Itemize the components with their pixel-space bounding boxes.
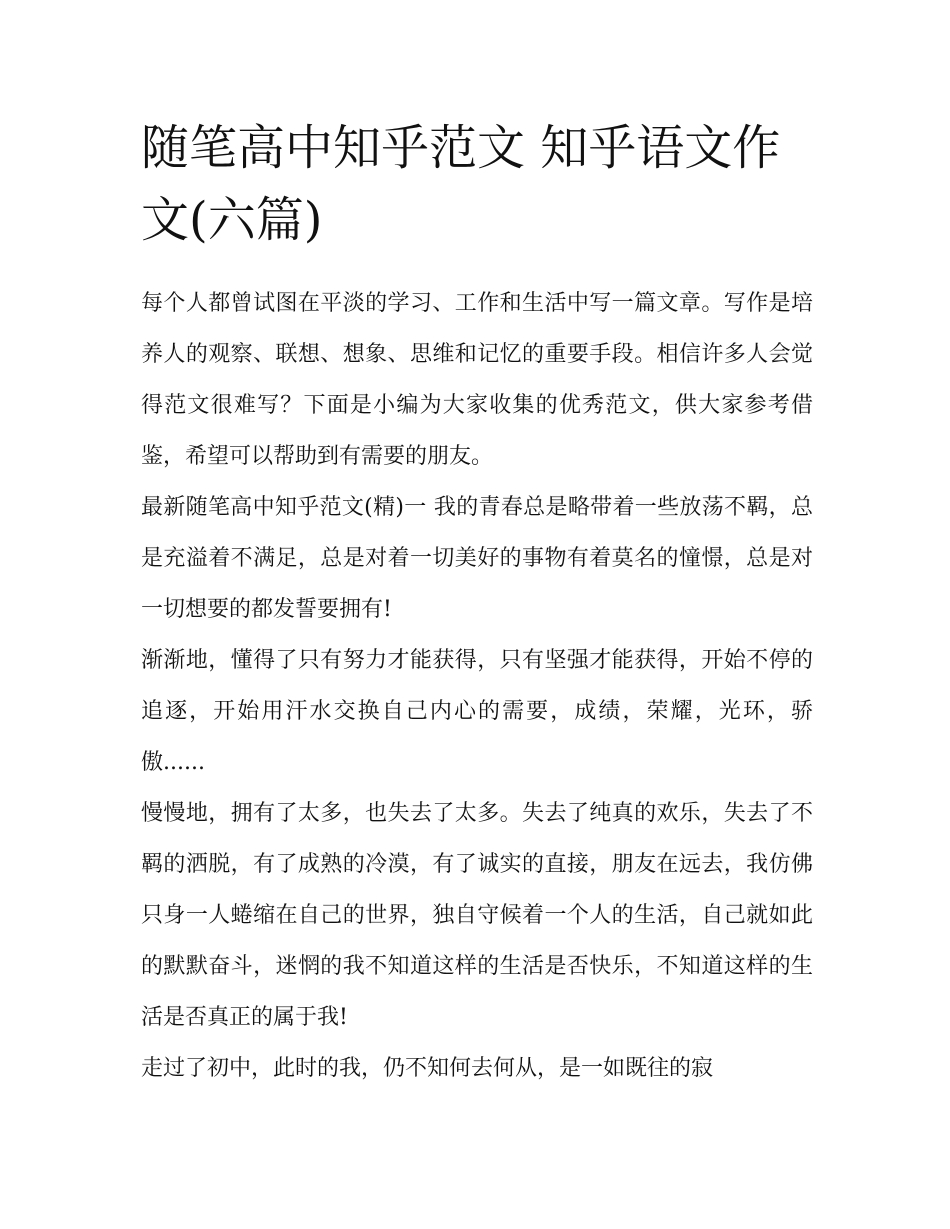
paragraph-slowly: 慢慢地，拥有了太多，也失去了太多。失去了纯真的欢乐，失去了不羁的洒脱，有了成熟的冷漠，有了诚实的直接，朋友在远去，我仿佛只身一人蜷缩在自己的世界，独自守候着一个人的生活，自己就如此的默默奋斗，迷惘的我不知道这样的生活是否快乐，不知道这样的生活是否真正的属于我!	[141, 801, 813, 1030]
paragraph-intro: 每个人都曾试图在平淡的学习、工作和生活中写一篇文章。写作是培养人的观察、联想、想象、思维和记忆的重要手段。相信许多人会觉得范文很难写？下面是小编为大家收集的优秀范文，供大家参考借鉴，希望可以帮助到有需要的朋友。	[141, 291, 813, 469]
paragraph-junior-high: 走过了初中，此时的我，仍不知何去何从，是一如既往的寂	[141, 1056, 714, 1081]
document-content	[141, 112, 813, 1094]
paragraph-essay-opening: 最新随笔高中知乎范文(精)一 我的青春总是略带着一些放荡不羁，总是充溢着不满足，总是对着一切美好的事物有着莫名的憧憬，总是对一切想要的都发誓要拥有!	[141, 495, 813, 622]
document-body	[141, 278, 813, 1094]
paragraph-gradually: 渐渐地，懂得了只有努力才能获得，只有坚强才能获得，开始不停的追逐，开始用汗水交换自己内心的需要，成绩，荣耀，光环，骄傲......	[141, 648, 813, 775]
document-title: 随笔高中知乎范文 知乎语文作文(六篇)	[141, 120, 781, 248]
